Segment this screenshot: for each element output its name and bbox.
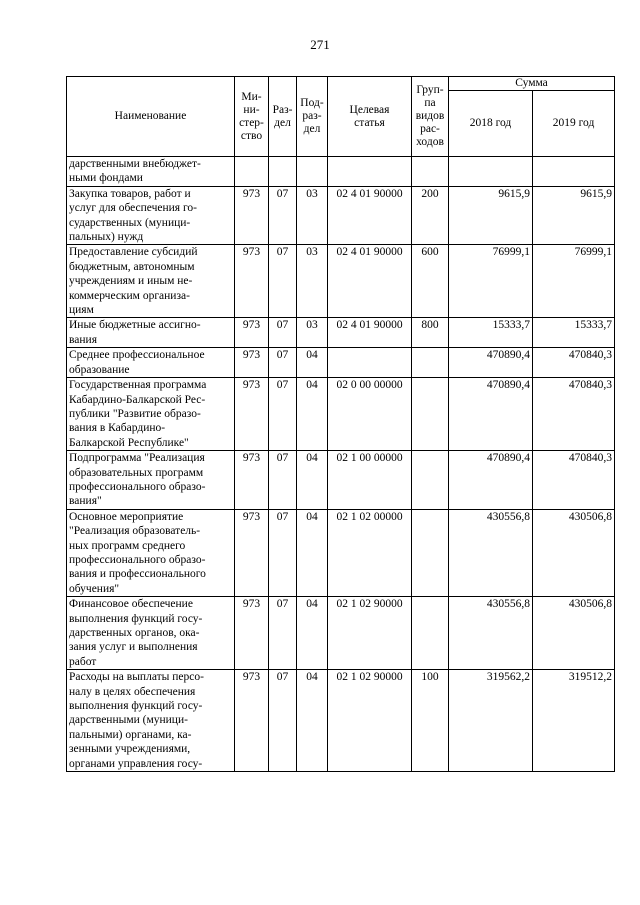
table-row bbox=[67, 509, 615, 596]
expense-group-cell: 200 bbox=[412, 186, 449, 245]
section-cell: 07 bbox=[269, 509, 297, 596]
subsection-cell: 04 bbox=[297, 509, 328, 596]
header-year-2018: 2018 год bbox=[449, 91, 533, 157]
ministry-cell: 973 bbox=[235, 186, 269, 245]
name-line: Кабардино-Балкарской Рес- bbox=[69, 393, 206, 406]
name-line: выполнения функций госу- bbox=[69, 612, 203, 625]
name-cell bbox=[67, 670, 235, 772]
ministry-cell bbox=[235, 157, 269, 187]
ministry-cell: 973 bbox=[235, 597, 269, 670]
section-cell: 07 bbox=[269, 597, 297, 670]
name-line: Закупка товаров, работ и bbox=[69, 187, 191, 200]
sum-2019-cell: 470840,3 bbox=[533, 348, 615, 378]
name-cell bbox=[67, 157, 235, 187]
subsection-cell: 03 bbox=[297, 186, 328, 245]
name-line: бюджетным, автономным bbox=[69, 260, 195, 273]
name-line: ных программ среднего bbox=[69, 539, 186, 552]
name-line: Государственная программа bbox=[69, 379, 207, 392]
name-line: вания и профессионального bbox=[69, 568, 206, 581]
table-row bbox=[67, 157, 615, 187]
name-cell bbox=[67, 597, 235, 670]
target-article-cell: 02 4 01 90000 bbox=[328, 186, 412, 245]
name-cell bbox=[67, 451, 235, 510]
name-line: вания" bbox=[69, 495, 102, 508]
sum-2019-cell: 470840,3 bbox=[533, 451, 615, 510]
subsection-cell: 04 bbox=[297, 348, 328, 378]
subsection-cell: 04 bbox=[297, 378, 328, 451]
target-article-cell: 02 1 02 90000 bbox=[328, 670, 412, 772]
expense-group-cell bbox=[412, 378, 449, 451]
sum-2019-cell: 15333,7 bbox=[533, 318, 615, 348]
name-line: сударственных (муници- bbox=[69, 216, 191, 229]
section-cell: 07 bbox=[269, 245, 297, 318]
table-row bbox=[67, 186, 615, 245]
target-article-cell: 02 1 02 00000 bbox=[328, 509, 412, 596]
header-sum: Сумма bbox=[449, 77, 615, 91]
header-ministry: Ми- ни- стер- ство bbox=[235, 77, 269, 157]
name-line: Подпрограмма "Реализация bbox=[69, 452, 205, 465]
expense-group-cell bbox=[412, 348, 449, 378]
budget-table bbox=[66, 76, 615, 772]
table-row bbox=[67, 348, 615, 378]
name-line: Предоставление субсидий bbox=[69, 246, 198, 259]
name-line: вания в Кабардино- bbox=[69, 422, 166, 435]
ministry-cell: 973 bbox=[235, 318, 269, 348]
table-row bbox=[67, 245, 615, 318]
sum-2019-cell: 319512,2 bbox=[533, 670, 615, 772]
ministry-cell: 973 bbox=[235, 509, 269, 596]
ministry-cell: 973 bbox=[235, 245, 269, 318]
subsection-cell: 04 bbox=[297, 670, 328, 772]
name-line: дарственными внебюджет- bbox=[69, 158, 201, 170]
section-cell: 07 bbox=[269, 318, 297, 348]
name-line: зенными учреждениями, bbox=[69, 743, 191, 756]
header-subsection: Под- раз- дел bbox=[297, 77, 328, 157]
name-cell bbox=[67, 509, 235, 596]
name-line: ными фондами bbox=[69, 172, 143, 185]
target-article-cell bbox=[328, 157, 412, 187]
sum-2018-cell bbox=[449, 157, 533, 187]
section-cell: 07 bbox=[269, 451, 297, 510]
section-cell: 07 bbox=[269, 378, 297, 451]
table-row bbox=[67, 318, 615, 348]
subsection-cell: 04 bbox=[297, 597, 328, 670]
sum-2019-cell: 76999,1 bbox=[533, 245, 615, 318]
name-line: вания bbox=[69, 333, 97, 346]
section-cell: 07 bbox=[269, 670, 297, 772]
header-target-article: Целевая статья bbox=[328, 77, 412, 157]
sum-2018-cell: 430556,8 bbox=[449, 509, 533, 596]
header-name: Наименование bbox=[67, 77, 235, 157]
sum-2018-cell: 319562,2 bbox=[449, 670, 533, 772]
sum-2018-cell: 470890,4 bbox=[449, 348, 533, 378]
header-section: Раз- дел bbox=[269, 77, 297, 157]
ministry-cell: 973 bbox=[235, 670, 269, 772]
name-line: образовательных программ bbox=[69, 466, 204, 479]
ministry-cell: 973 bbox=[235, 348, 269, 378]
target-article-cell: 02 0 00 00000 bbox=[328, 378, 412, 451]
page-number: 271 bbox=[310, 37, 330, 52]
sum-2018-cell: 76999,1 bbox=[449, 245, 533, 318]
name-line: коммерческим организа- bbox=[69, 289, 190, 302]
sum-2019-cell: 430506,8 bbox=[533, 509, 615, 596]
section-cell: 07 bbox=[269, 348, 297, 378]
expense-group-cell bbox=[412, 157, 449, 187]
sum-2019-cell: 9615,9 bbox=[533, 186, 615, 245]
sum-2018-cell: 430556,8 bbox=[449, 597, 533, 670]
table-row bbox=[67, 378, 615, 451]
name-line: обучения" bbox=[69, 582, 120, 595]
expense-group-cell bbox=[412, 597, 449, 670]
subsection-cell: 03 bbox=[297, 318, 328, 348]
name-line: дарственными (муници- bbox=[69, 714, 188, 727]
table-row bbox=[67, 451, 615, 510]
sum-2018-cell: 470890,4 bbox=[449, 451, 533, 510]
subsection-cell: 04 bbox=[297, 451, 328, 510]
name-line: услуг для обеспечения го- bbox=[69, 202, 197, 215]
section-cell bbox=[269, 157, 297, 187]
target-article-cell: 02 1 02 90000 bbox=[328, 597, 412, 670]
sum-2019-cell bbox=[533, 157, 615, 187]
target-article-cell bbox=[328, 348, 412, 378]
table-row bbox=[67, 670, 615, 772]
section-cell: 07 bbox=[269, 186, 297, 245]
sum-2019-cell: 470840,3 bbox=[533, 378, 615, 451]
header-year-2019: 2019 год bbox=[533, 91, 615, 157]
expense-group-cell bbox=[412, 451, 449, 510]
name-line: публики "Развитие образо- bbox=[69, 407, 201, 420]
name-line: Основное мероприятие bbox=[69, 510, 184, 523]
name-line: образование bbox=[69, 363, 130, 376]
name-line: циям bbox=[69, 304, 94, 317]
name-line: органами управления госу- bbox=[69, 757, 203, 770]
name-line: налу в целях обеспечения bbox=[69, 685, 196, 698]
name-line: профессионального образо- bbox=[69, 480, 206, 493]
name-line: Расходы на выплаты персо- bbox=[69, 671, 204, 684]
name-line: "Реализация образователь- bbox=[69, 525, 201, 538]
subsection-cell: 03 bbox=[297, 245, 328, 318]
name-line: пальных) нужд bbox=[69, 231, 144, 244]
target-article-cell: 02 4 01 90000 bbox=[328, 318, 412, 348]
ministry-cell: 973 bbox=[235, 378, 269, 451]
name-cell bbox=[67, 348, 235, 378]
name-line: Финансовое обеспечение bbox=[69, 598, 193, 611]
expense-group-cell: 100 bbox=[412, 670, 449, 772]
sum-2019-cell: 430506,8 bbox=[533, 597, 615, 670]
header-expense-group: Груп- па видов рас- ходов bbox=[412, 77, 449, 157]
name-cell bbox=[67, 186, 235, 245]
expense-group-cell bbox=[412, 509, 449, 596]
sum-2018-cell: 470890,4 bbox=[449, 378, 533, 451]
target-article-cell: 02 1 00 00000 bbox=[328, 451, 412, 510]
subsection-cell bbox=[297, 157, 328, 187]
name-line: профессионального образо- bbox=[69, 553, 206, 566]
name-line: дарственных органов, ока- bbox=[69, 627, 200, 639]
name-line: зания услуг и выполнения bbox=[69, 641, 198, 654]
target-article-cell: 02 4 01 90000 bbox=[328, 245, 412, 318]
name-line: пальными) органами, ка- bbox=[69, 728, 192, 741]
sum-2018-cell: 9615,9 bbox=[449, 186, 533, 245]
table-header bbox=[67, 77, 615, 157]
name-line: Балкарской Республике" bbox=[69, 436, 189, 449]
table-body bbox=[67, 157, 615, 772]
name-cell bbox=[67, 378, 235, 451]
name-line: учреждениям и иным не- bbox=[69, 275, 193, 288]
table-row bbox=[67, 597, 615, 670]
expense-group-cell: 600 bbox=[412, 245, 449, 318]
name-line: выполнения функций госу- bbox=[69, 700, 203, 713]
name-line: работ bbox=[69, 655, 97, 668]
name-cell bbox=[67, 318, 235, 348]
expense-group-cell: 800 bbox=[412, 318, 449, 348]
name-cell bbox=[67, 245, 235, 318]
ministry-cell: 973 bbox=[235, 451, 269, 510]
name-line: Иные бюджетные ассигно- bbox=[69, 319, 201, 332]
sum-2018-cell: 15333,7 bbox=[449, 318, 533, 348]
name-line: Среднее профессиональное bbox=[69, 349, 205, 362]
